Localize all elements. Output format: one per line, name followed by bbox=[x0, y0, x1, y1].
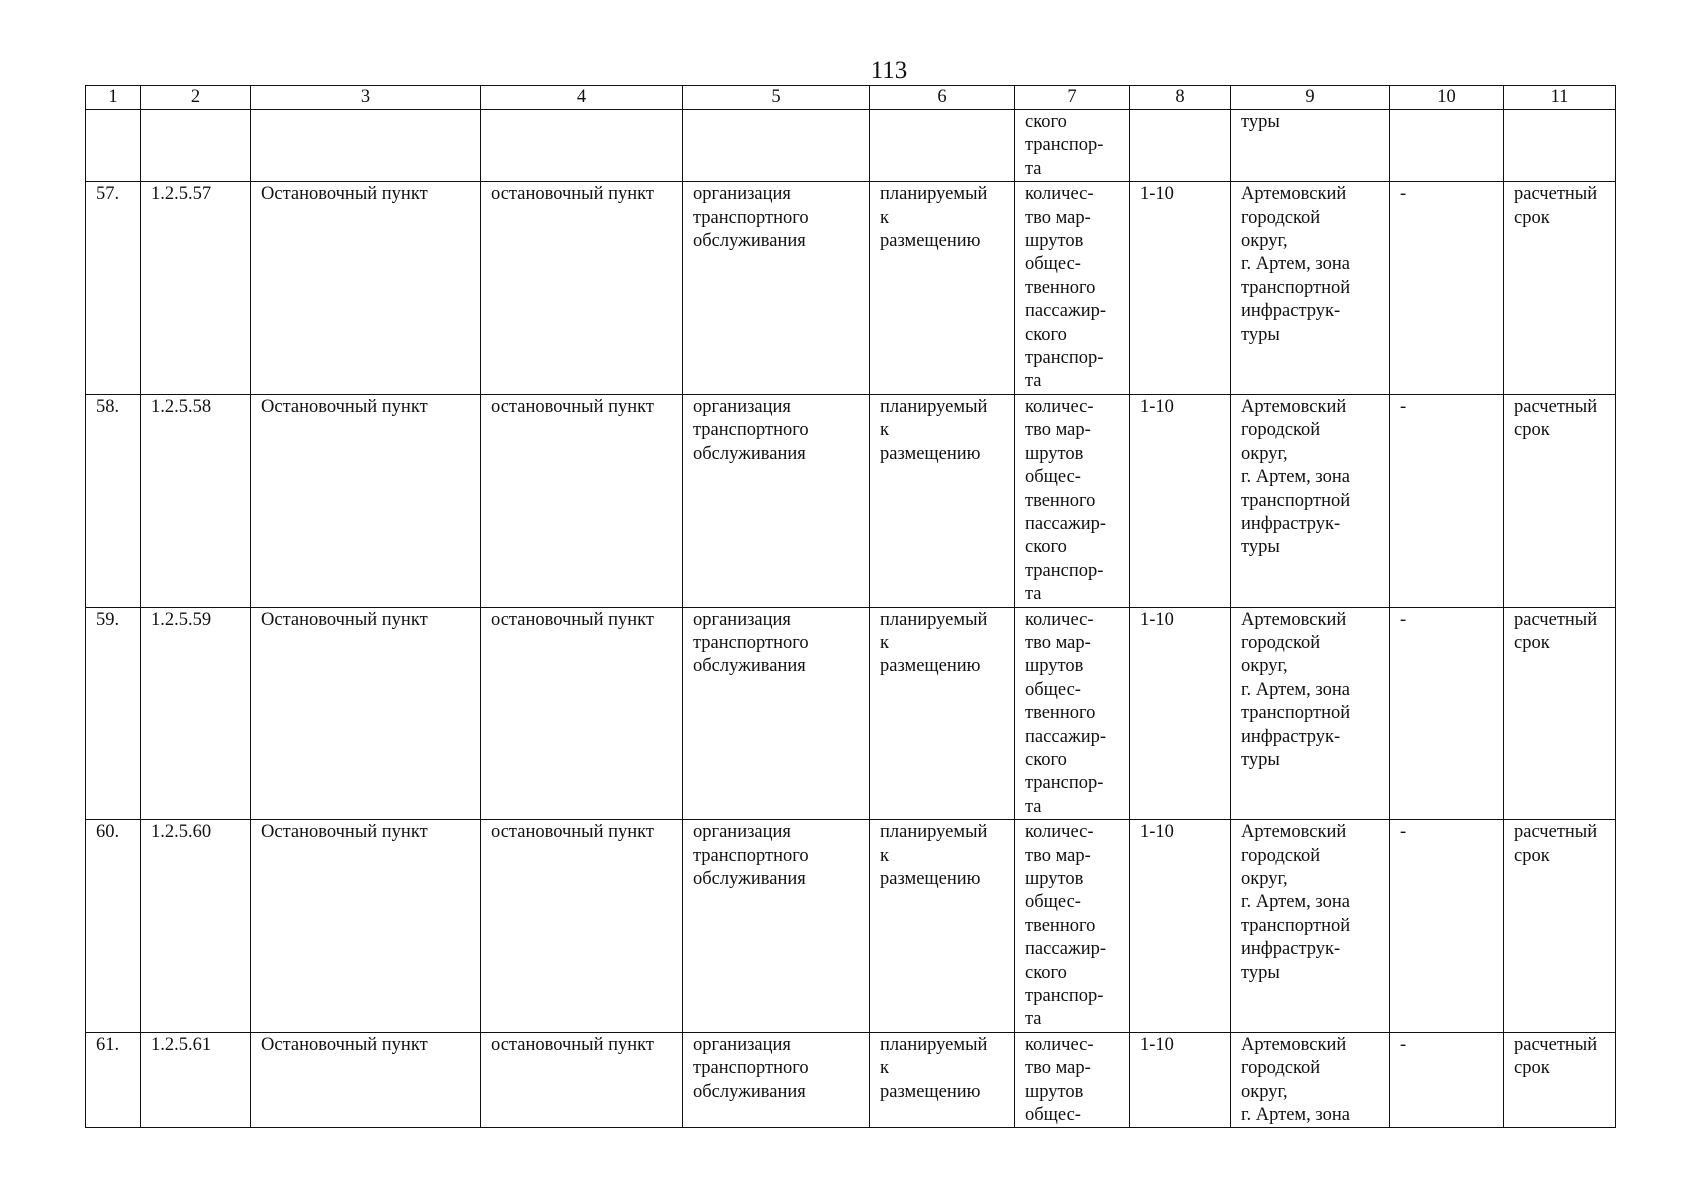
column-number: 6 bbox=[870, 86, 1015, 110]
cell-code: 1.2.5.59 bbox=[141, 607, 251, 820]
cell-value: 1-10 bbox=[1130, 820, 1231, 1033]
cell-type: остановочный пункт bbox=[481, 394, 683, 607]
cell-type: остановочный пункт bbox=[481, 820, 683, 1033]
table-row bbox=[86, 820, 1616, 1033]
cell-term: расчетный срок bbox=[1504, 394, 1616, 607]
cell-zone: - bbox=[1390, 394, 1504, 607]
cell-number: 58. bbox=[86, 394, 141, 607]
column-number: 1 bbox=[86, 86, 141, 110]
cell-purpose: организация транспортного обслуживания bbox=[683, 820, 870, 1033]
cell-number: 57. bbox=[86, 182, 141, 395]
cell-empty bbox=[1390, 110, 1504, 182]
page-number: 113 bbox=[870, 57, 908, 84]
cell-empty bbox=[481, 110, 683, 182]
column-number-row bbox=[86, 86, 1616, 110]
cell-characteristic: количес- тво мар- шрутов общес- твенного пассажир- ского транспор- та bbox=[1015, 820, 1130, 1033]
cell-empty bbox=[870, 110, 1015, 182]
cell-name: Остановочный пункт bbox=[251, 820, 481, 1033]
cell-term: расчетный срок bbox=[1504, 1032, 1616, 1128]
column-number: 5 bbox=[683, 86, 870, 110]
cell-characteristic: количес- тво мар- шрутов общес- bbox=[1015, 1032, 1130, 1128]
cell-number: 61. bbox=[86, 1032, 141, 1128]
cell-value: 1-10 bbox=[1130, 1032, 1231, 1128]
cell-status: планируемый к размещению bbox=[870, 607, 1015, 820]
cell-location: Артемовский городской округ, г. Артем, зона транспортной инфраструк- туры bbox=[1231, 394, 1390, 607]
cell-purpose: организация транспортного обслуживания bbox=[683, 1032, 870, 1128]
cell-type: остановочный пункт bbox=[481, 607, 683, 820]
cell-value: 1-10 bbox=[1130, 182, 1231, 395]
cell-status: планируемый к размещению bbox=[870, 182, 1015, 395]
table-row bbox=[86, 394, 1616, 607]
cell-empty bbox=[683, 110, 870, 182]
column-number: 4 bbox=[481, 86, 683, 110]
cell-characteristic: количес- тво мар- шрутов общес- твенного пассажир- ского транспор- та bbox=[1015, 607, 1130, 820]
cell-empty bbox=[1130, 110, 1231, 182]
cell-value: 1-10 bbox=[1130, 394, 1231, 607]
cell-characteristic: количес- тво мар- шрутов общес- твенного пассажир- ского транспор- та bbox=[1015, 182, 1130, 395]
cell-zone: - bbox=[1390, 1032, 1504, 1128]
cell-zone: - bbox=[1390, 607, 1504, 820]
cell-name: Остановочный пункт bbox=[251, 394, 481, 607]
cell-zone: - bbox=[1390, 820, 1504, 1033]
column-number: 9 bbox=[1231, 86, 1390, 110]
cell-number: 60. bbox=[86, 820, 141, 1033]
cell-purpose: организация транспортного обслуживания bbox=[683, 394, 870, 607]
column-number: 11 bbox=[1504, 86, 1616, 110]
table-row bbox=[86, 607, 1616, 820]
cell-term: расчетный срок bbox=[1504, 182, 1616, 395]
column-number: 8 bbox=[1130, 86, 1231, 110]
column-number: 10 bbox=[1390, 86, 1504, 110]
cell-term: расчетный срок bbox=[1504, 607, 1616, 820]
cell-value: 1-10 bbox=[1130, 607, 1231, 820]
cell-purpose: организация транспортного обслуживания bbox=[683, 182, 870, 395]
cell-name: Остановочный пункт bbox=[251, 1032, 481, 1128]
continuation-row bbox=[86, 110, 1616, 182]
table-row bbox=[86, 1032, 1616, 1128]
cell-code: 1.2.5.58 bbox=[141, 394, 251, 607]
objects-table bbox=[85, 85, 1616, 1128]
cell-location: Артемовский городской округ, г. Артем, зона транспортной инфраструк- туры bbox=[1231, 607, 1390, 820]
cell-purpose: организация транспортного обслуживания bbox=[683, 607, 870, 820]
cell-characteristic: ского транспор- та bbox=[1015, 110, 1130, 182]
column-number: 7 bbox=[1015, 86, 1130, 110]
cell-empty bbox=[86, 110, 141, 182]
cell-empty bbox=[251, 110, 481, 182]
cell-status: планируемый к размещению bbox=[870, 1032, 1015, 1128]
cell-empty bbox=[141, 110, 251, 182]
cell-status: планируемый к размещению bbox=[870, 394, 1015, 607]
cell-location: туры bbox=[1231, 110, 1390, 182]
cell-code: 1.2.5.60 bbox=[141, 820, 251, 1033]
cell-number: 59. bbox=[86, 607, 141, 820]
cell-characteristic: количес- тво мар- шрутов общес- твенного пассажир- ского транспор- та bbox=[1015, 394, 1130, 607]
cell-location: Артемовский городской округ, г. Артем, зона bbox=[1231, 1032, 1390, 1128]
cell-type: остановочный пункт bbox=[481, 1032, 683, 1128]
cell-term: расчетный срок bbox=[1504, 820, 1616, 1033]
cell-location: Артемовский городской округ, г. Артем, зона транспортной инфраструк- туры bbox=[1231, 820, 1390, 1033]
column-number: 3 bbox=[251, 86, 481, 110]
cell-location: Артемовский городской округ, г. Артем, зона транспортной инфраструк- туры bbox=[1231, 182, 1390, 395]
table-row bbox=[86, 182, 1616, 395]
cell-status: планируемый к размещению bbox=[870, 820, 1015, 1033]
cell-type: остановочный пункт bbox=[481, 182, 683, 395]
cell-empty bbox=[1504, 110, 1616, 182]
column-number: 2 bbox=[141, 86, 251, 110]
cell-zone: - bbox=[1390, 182, 1504, 395]
cell-name: Остановочный пункт bbox=[251, 182, 481, 395]
cell-code: 1.2.5.61 bbox=[141, 1032, 251, 1128]
cell-code: 1.2.5.57 bbox=[141, 182, 251, 395]
cell-name: Остановочный пункт bbox=[251, 607, 481, 820]
